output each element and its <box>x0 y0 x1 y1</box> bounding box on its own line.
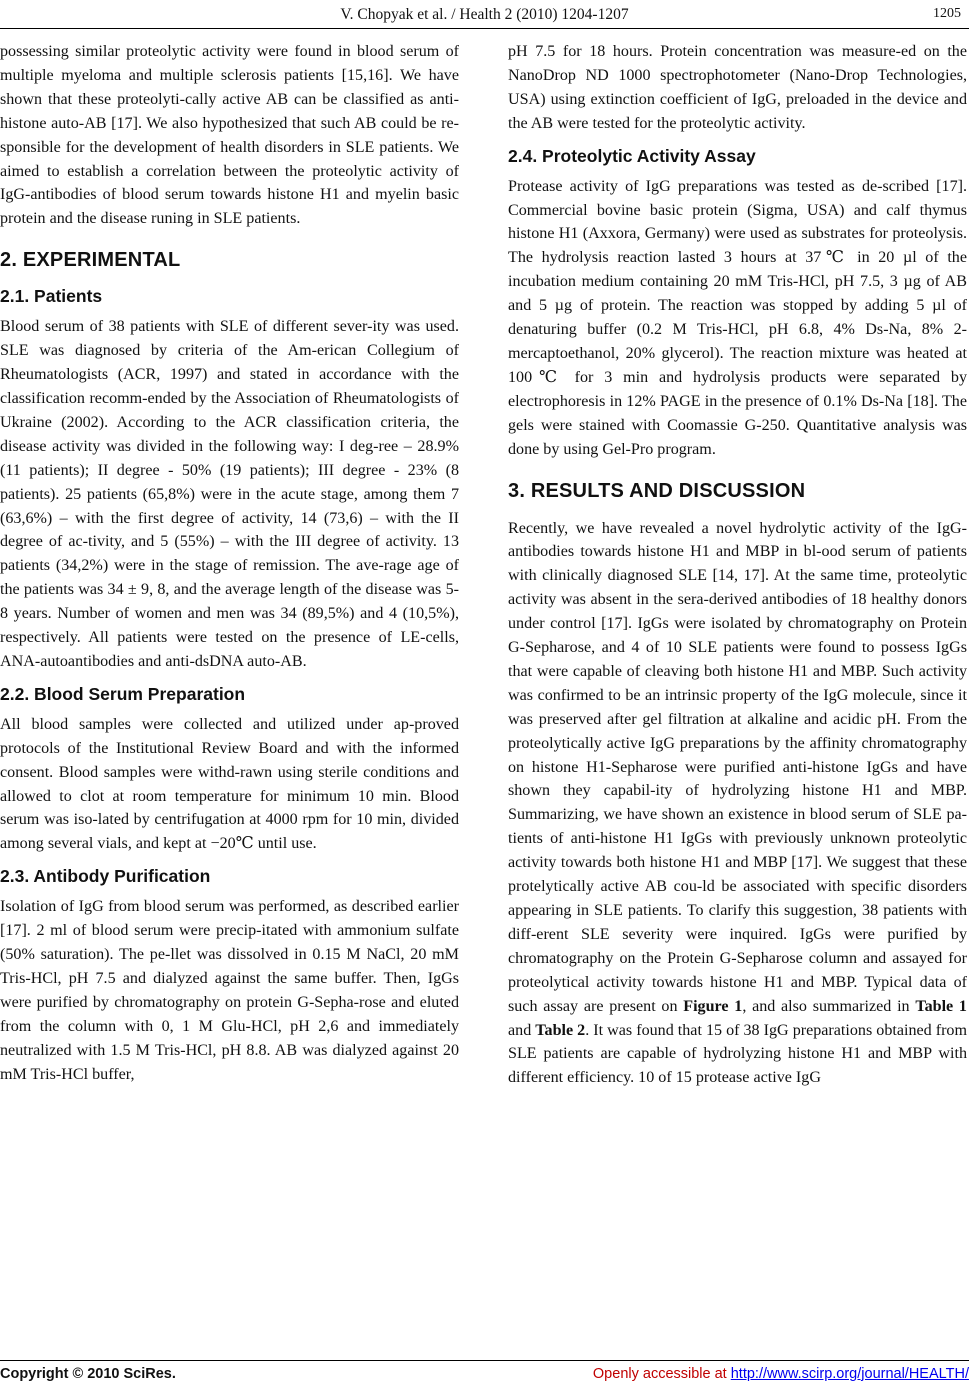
journal-url-link[interactable]: http://www.scirp.org/journal/HEALTH/ <box>730 1366 969 1382</box>
open-access-notice <box>593 1366 969 1382</box>
footer-rule <box>0 1360 969 1361</box>
right-column <box>508 40 967 1098</box>
subsection-title-assay: 2.4. Proteolytic Activity Assay <box>508 145 756 166</box>
results-paragraph <box>508 517 967 1091</box>
subsection-title-patients: 2.1. Patients <box>0 286 103 307</box>
patients-paragraph: Blood serum of 38 patients with SLE of different sever-ity was used. SLE was diagnosed by criteria of the Am-erican Collegium of Rheumatologists (ACR, 1997) and stated in accordance with the classification recomm-ended by the Association of Rheumatologists of Ukraine (2002). According to the ACR classification criteria, the disease activity was divided in the following way: I deg-ree – 28.9% (11 patients); II degree - 50% (19 patients); III degree - 23% (8 patients). 25 patients (65,8%) were in the acute stage, among them 7 (63,6%) – with the first degree of activity, 14 (73,6) – with the II degree of ac-tivity, and 5 (55%) – with the III degree of activity. 13 patients (34,2%) were in the stage of remission. The ave-rage age of the patients was 34 ± 9, 8, and the average length of the disease was 5-8 years. Number of women and men was 34 (89,5%) and 4 (10,5%), respectively. All patients were tested on the presence of LE-cells, ANA-autoantibodies and anti-dsDNA auto-AB. <box>0 318 459 670</box>
results-text-b: , and also summarized in <box>742 997 916 1015</box>
page-footer <box>0 1366 969 1386</box>
subsection-title-serum: 2.2. Blood Serum Preparation <box>0 683 246 704</box>
purification-paragraph: Isolation of IgG from blood serum was performed, as described earlier [17]. 2 ml of blood serum were precip-itated with ammonium sulfate (50% saturation). The pe-llet was dissolved in 0.15 M NaCl, 20 mM Tris-HCl, pH 7.5 and dialyzed against the same buffer. Then, IgGs were purified by chromatography on protein G-Sepha-rose and eluted from the column with 0, 1 M Glu-HCl, pH 2,6 and immediately neutralized with 1.5 M Tris-HCl, pH 8.8. AB was dialyzed against 20 mM Tris-HCl buffer, <box>0 898 459 1083</box>
running-head: V. Chopyak et al. / Health 2 (2010) 1204-1207 <box>340 6 629 23</box>
assay-paragraph: Protease activity of IgG preparations was tested as de-scribed [17]. Commercial bovine basic protein (Sigma, USA) and calf thymus histone H1 (Axxora, Germany) were used as substrates for proteolysis. The hydrolysis reaction lasted 3 hours at 37℃ in 20 µl of the incubation medium containing 20 mM Tris-HCl, pH 7.5, 3 µg of AB and 5 µg of protein. The reaction was stopped by adding 5 µl of denaturing buffer (0.2 M Tris-HCl, pH 6.8, 4% Ds-Na, 8% 2-mercaptoethanol, 20% glycerol). The reaction mixture was heated at 100℃ for 3 min and hydrolysis products were separated by electrophoresis in 12% PAGE in the presence of 0.1% Ds-Na [18]. The gels were stained with Coomassie G-250. Quantitative analysis was done by using Gel-Pro program. <box>508 177 967 458</box>
serum-paragraph: All blood samples were collected and utilized under ap-proved protocols of the Institutional Review Board and with the informed consent. Blood samples were withd-rawn using sterile conditions and allowed to clot at room temperature for minimum 10 min. Blood serum was iso-lated by centrifugation at 4000 rpm for 10 min, divided among several vials, and kept at −20℃ until use. <box>0 715 459 853</box>
results-text-d: . It was found that 15 of 38 IgG preparations obtained from SLE patients are capable of hydrolyzing histone H1 and MBP with different efficiency. 10 of 15 protease active IgG <box>508 1021 967 1087</box>
figure-1-reference: Figure 1 <box>683 997 743 1015</box>
results-text-c: and <box>508 1021 536 1039</box>
page-header <box>0 6 969 28</box>
open-access-text: Openly accessible at <box>592 1366 731 1382</box>
section-title-experimental: 2. EXPERIMENTAL <box>0 249 181 272</box>
page-number: 1205 <box>933 6 961 21</box>
results-text-a: Recently, we have revealed a novel hydrolytic activity of the IgG-antibodies towards histone H1 and MBP in bl-ood serum of patients with clinically diagnosed SLE [14, 17]. At the same time, proteolytic activity was absent in the sera-derived antibodies of 18 healthy donors under control [17]. IgGs were isolated by chromatography on Protein G-Sepharose, and 4 of 10 SLE patients were found to possess IgGs that were capable of cleaving both histone H1 and MBP. Such activity was confirmed to be an intrinsic property of the IgG molecule, since it was preserved after gel filtration at alkaline and acidic pH. From the proteolytically active IgG preparations by the affinity chromatography on histone H1-Sepharose were purified anti-histone IgGs and have shown they capabil-ity of hydrolyzing histone H1 and MBP. Summarizing, we have shown an existence in blood serum of SLE pa-tients of anti-histone H1 IgGs with previously unknown proteolytic activity towards both histone H1 and MBP [17]. We suggest that these protelytically active AB cou-ld be associated with specific disorders appearing in SLE patients. To clarify this suggestion, 38 patients with diff-erent SLE severity were inquired. IgGs were purified by chromatography on the Protein G-Sepharose column and assayed for proteolytical activity towards histone H1 and MBP. Typical data of such assay are present on <box>508 519 967 1015</box>
intro-paragraph: possessing similar proteolytic activity were found in blood serum of multiple myeloma and multiple sclerosis patients [15,16]. We have shown that these proteolyti-cally active AB can be classified as anti-histone auto-AB [17]. We also hypothesized that such AB could be re-sponsible for the development of health disorders in SLE patients. We aimed to establish a correlation between the proteolytic activity of IgG-antibodies of blood serum towards histone H1 and myelin basic protein and the disease runing in SLE patients. <box>0 43 459 228</box>
left-column <box>0 40 459 1095</box>
section-title-results: 3. RESULTS AND DISCUSSION <box>508 479 806 502</box>
copyright-notice: Copyright © 2010 SciRes. <box>0 1366 176 1382</box>
subsection-title-purification: 2.3. Antibody Purification <box>0 866 211 887</box>
table-1-reference: Table 1 <box>915 997 967 1015</box>
header-rule <box>0 28 969 29</box>
purification-paragraph-cont: pH 7.5 for 18 hours. Protein concentration was measure-ed on the NanoDrop ND 1000 spectrophotometer (Nano-Drop Technologies, USA) using extinction coefficient of IgG, preloaded in the device and the AB were tested for the proteolytic activity. <box>508 43 967 132</box>
table-2-reference: Table 2 <box>535 1021 586 1039</box>
